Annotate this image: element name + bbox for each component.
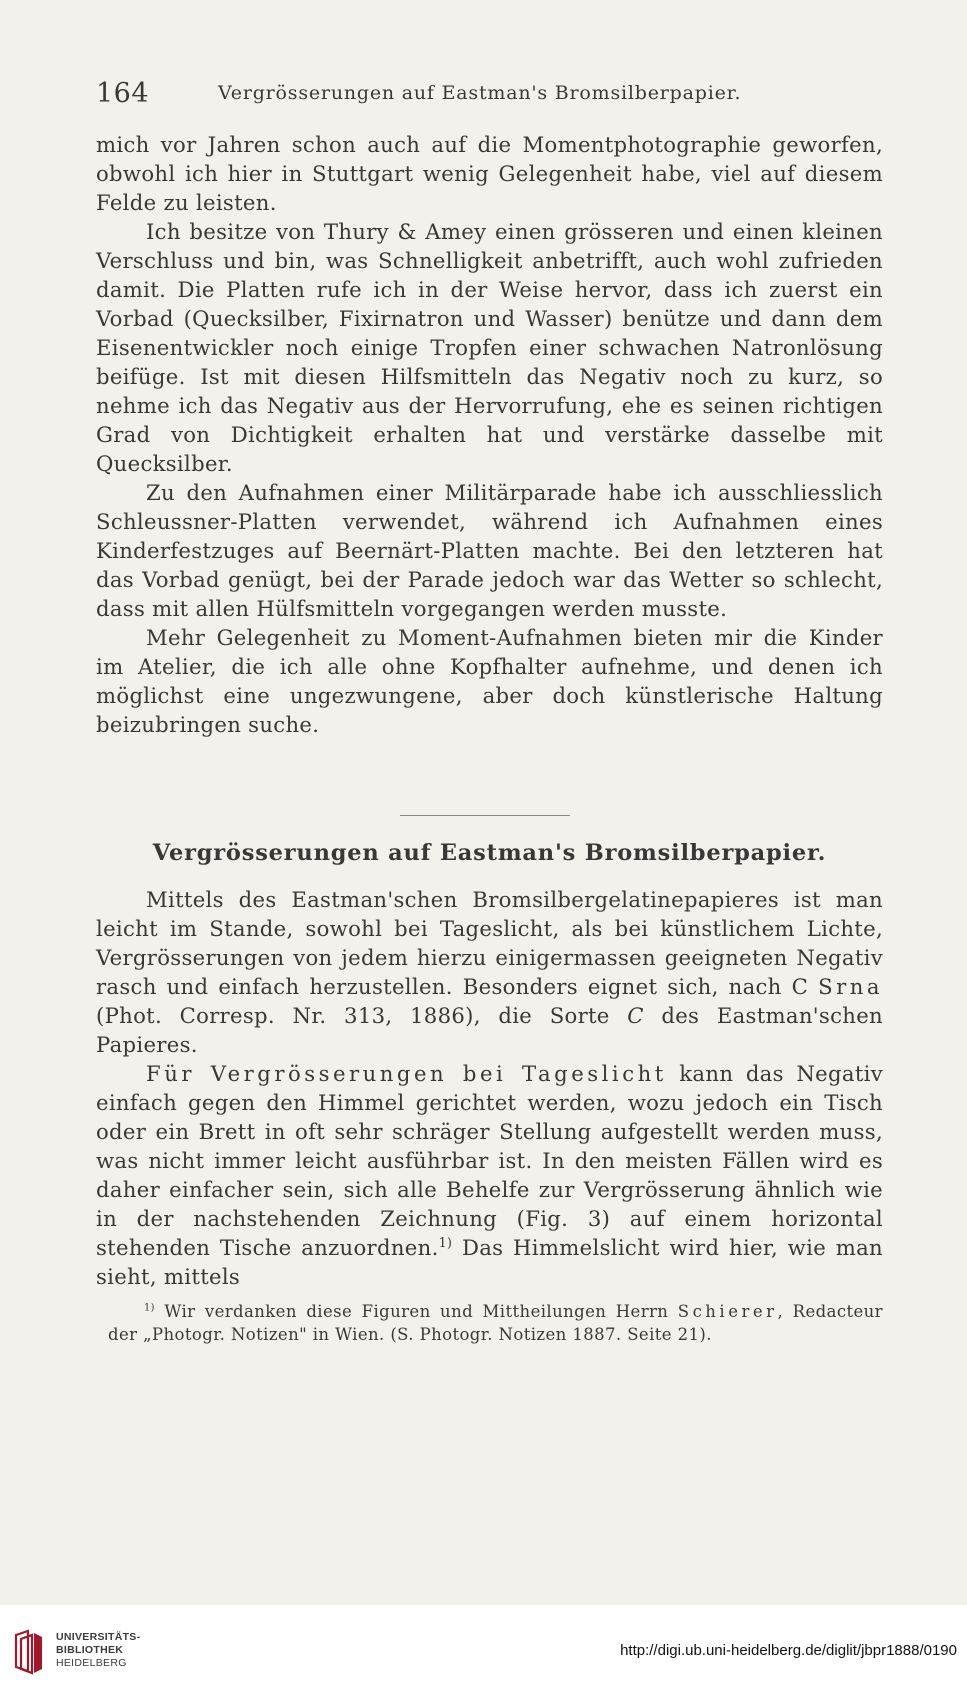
paragraph: Mehr Gelegenheit zu Moment-Aufnahmen bieten mir die Kinder im Atelier, die ich alle ohne Kopfhalter aufnehme, und denen ich möglichst eine ungezwungene, aber doch künstlerische Haltung beizubringen suche. <box>96 625 883 737</box>
person-name: Schierer <box>677 1302 778 1321</box>
permalink-url[interactable]: http://digi.ub.uni-heidelberg.de/diglit/jbpr1888/0190 <box>620 1642 957 1659</box>
library-name-line: UNIVERSITÄTS- <box>56 1631 141 1643</box>
text-run: Das Himmelslicht wird hier, wie man sieht, mittels <box>96 1235 883 1289</box>
paragraph: Ich besitze von Thury & Amey einen grösseren und einen kleinen Verschluss und bin, was Schnelligkeit anbetrifft, auch wohl zufrieden damit. Die Platten rufe ich in der Weise hervor, dass ich zuerst ein Vorbad (Quecksilber, Fixirnatron und Wasser) benütze und dann dem Eisenentwickler noch einige Tropfen einer schwachen Natronlösung beifüge. Ist mit diesen Hilfsmitteln das Negativ noch zu kurz, so nehme ich das Negativ aus der Hervorrufung, ehe es seinen richtigen Grad von Dichtigkeit erhalten hat und verstärke dasselbe mit Quecksilber. <box>96 219 883 476</box>
section-divider <box>400 815 570 816</box>
footnote-marker: 1) <box>144 1302 155 1314</box>
page-header <box>96 78 876 118</box>
footer-bar <box>0 1605 967 1691</box>
footnote-ref[interactable]: 1) <box>438 1234 453 1250</box>
library-name-line: HEIDELBERG <box>56 1657 127 1669</box>
text-run: (Phot. Corresp. Nr. 313, 1886), die Sorte <box>96 1003 610 1028</box>
library-name-line: BIBLIOTHEK <box>56 1644 124 1656</box>
main-text <box>96 130 883 739</box>
paragraph: mich vor Jahren schon auch auf die Momentphotographie geworfen, obwohl ich hier in Stuttgart wenig Gelegenheit habe, viel auf diesem Felde zu leisten. <box>96 132 883 215</box>
text-run: Mittels des Eastman'schen Bromsilbergelatinepapieres ist man leicht im Stande, sowohl bei Tageslicht, als bei künstlichem Lichte, Vergrösserungen von jedem hierzu einigermassen geeigneten Negativ rasch und einfach herzustellen. Besonders eignet sich, nach C <box>96 887 883 999</box>
library-logo-icon[interactable] <box>12 1629 48 1675</box>
paragraph: Zu den Aufnahmen einer Militärparade habe ich ausschliesslich Schleussner-Platten verwendet, während ich Aufnahmen eines Kinderfestzuges auf Beernärt-Platten machte. Bei den letzteren hat das Vorbad genügt, bei der Parade jedoch war das Wetter so schlecht, dass mit allen Hülfsmitteln vorgegangen werden musste. <box>96 480 883 621</box>
text-run: kann das Negativ einfach gegen den Himmel gerichtet werden, wozu jedoch ein Tisch oder ein Brett in oft sehr schräger Stellung aufgestellt werden muss, was nicht immer leicht ausführbar ist. In den meisten Fällen wird es daher einfacher sein, sich alle Behelfe zur Vergrösserung ähnlich wie in der nachstehenden Zeichnung (Fig. 3) auf einem horizontal stehenden Tische anzuordnen. <box>96 1061 883 1260</box>
author-name: Srna <box>818 974 883 999</box>
page-number: 164 <box>96 78 150 109</box>
footnote-text <box>108 1300 883 1346</box>
footnote <box>108 1300 883 1346</box>
paragraph <box>96 885 883 1059</box>
text-run: Wir verdanken diese Figuren und Mittheilungen Herrn <box>164 1302 669 1321</box>
emphasis-run: Für Vergrösserungen bei Tageslicht <box>146 1061 667 1086</box>
text-run: , Redacteur der „Photogr. Notizen" in Wien. (S. Photogr. Notizen 1887. Seite 21). <box>108 1302 883 1344</box>
paper-grade: C <box>627 1003 644 1028</box>
text-run: des Eastman'schen Papieres. <box>96 1003 883 1057</box>
running-head: Vergrösserungen auf Eastman's Bromsilberpapier. <box>218 82 742 104</box>
paragraph <box>96 1059 883 1291</box>
section-text <box>96 885 883 1291</box>
library-name <box>56 1631 140 1670</box>
section-title: Vergrösserungen auf Eastman's Bromsilberpapier. <box>152 840 827 866</box>
